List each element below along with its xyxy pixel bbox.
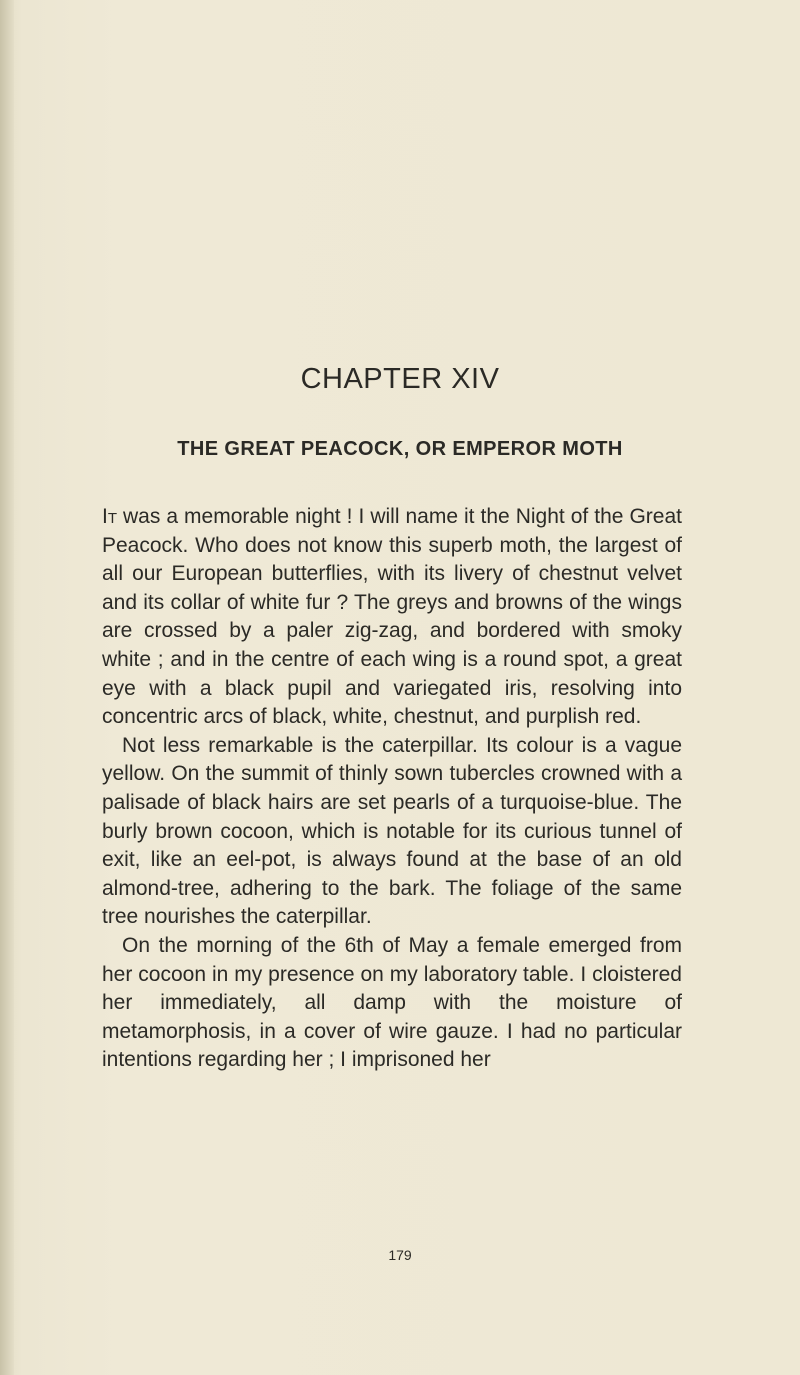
paragraph-1-text: was a memorable night ! I will name it the Night of the Great Peacock. Who does not know this superb moth, the largest of all our European butterflies, with its livery of chestnut velvet and its collar of white fur ? The greys and browns of the wings are crossed by a paler zig-zag, and bordered with smoky white ; and in the centre of each wing is a round spot, a great eye with a black pupil and variegated iris, resolving into concentric arcs of black, white, chestnut, and purplish red. <box>102 505 682 729</box>
chapter-heading: CHAPTER XIV <box>300 363 500 395</box>
chapter-body <box>102 503 682 1075</box>
paragraph-1 <box>102 503 682 732</box>
chapter-title: THE GREAT PEACOCK, OR EMPEROR MOTH <box>177 438 623 460</box>
page-number: 179 <box>388 1247 412 1263</box>
paragraph-3: On the morning of the 6th of May a female emerged from her cocoon in my presence on my laboratory table. I cloistered her immediately, all damp with the moisture of metamorphosis, in a cover of wire gauze. I had no particular intentions regarding her ; I imprisoned her <box>102 933 682 1072</box>
opening-word: It <box>102 505 117 528</box>
paragraph-2: Not less remarkable is the caterpillar. Its colour is a vague yellow. On the summit of thinly sown tubercles crowned with a palisade of black hairs are set pearls of a turquoise-blue. The burly brown cocoon, which is notable for its curious tunnel of exit, like an eel-pot, is always found at the base of an old almond-tree, adhering to the bark. The foliage of the same tree nourishes the caterpillar. <box>102 733 682 929</box>
page-gutter-shadow <box>0 0 14 1375</box>
